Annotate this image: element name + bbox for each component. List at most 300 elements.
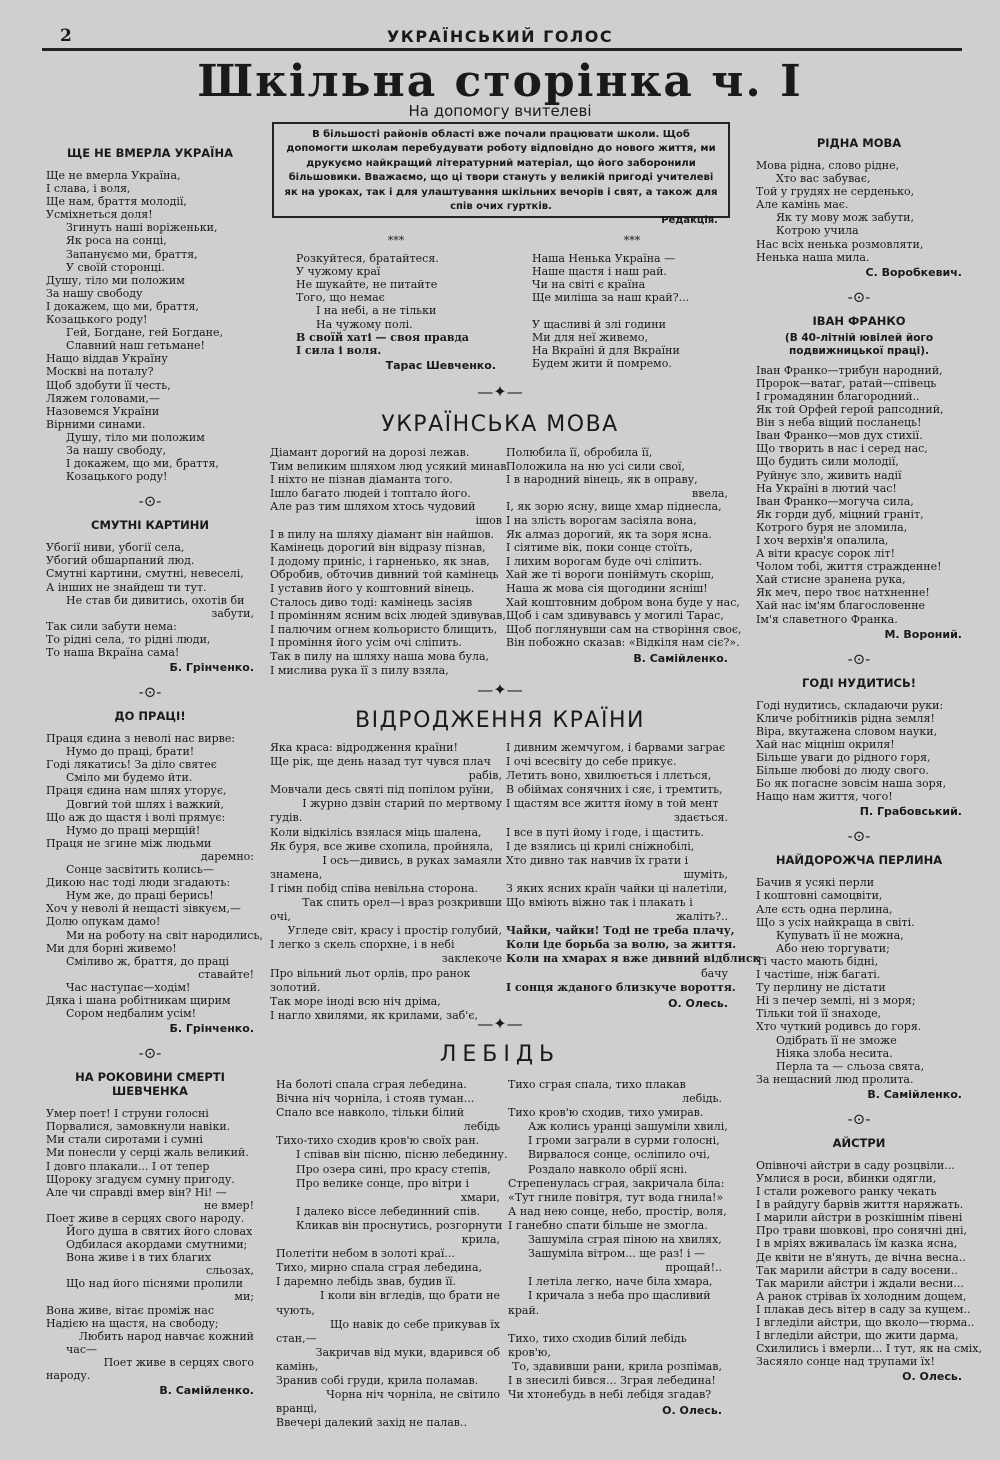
poem-line: Нум же, до праці берись! — [66, 889, 214, 903]
poem-body — [270, 446, 507, 677]
poem-line: І промінням ясним всіх людей здивував, — [270, 609, 506, 623]
poem-line: Смутні картини, смутні, невеселі, — [46, 567, 244, 581]
poem-line: То, здавивши рани, крила розпімав, — [512, 1359, 722, 1373]
poem-line: золотий. — [270, 980, 321, 994]
poem-line: Закричав від муки, вдарився об — [315, 1345, 500, 1359]
poem-line: Так марили айстри в саду восени.. — [756, 1263, 958, 1277]
poem-line: Так спить орел—і враз розкривши — [302, 896, 502, 910]
poem-line: Зранив собі груди, крила поламав. — [276, 1373, 479, 1387]
poem-line: Так марили айстри і ждали весни... — [756, 1276, 964, 1290]
poem-line: І докажем, що ми, браття, — [46, 299, 199, 313]
poem-line: Іван Франко—мов дух стихії. — [756, 429, 923, 443]
poem-line: Хай коштовним добром вона буде у нас, — [506, 595, 740, 609]
poem-line: Нащо віддав Україну — [46, 352, 168, 366]
ornament: -⊙- — [138, 492, 162, 511]
poem-line: забути, — [211, 606, 254, 620]
poem-line: даремно: — [200, 849, 254, 863]
poem-line: І летіла легко, наче біла хмара, — [528, 1275, 713, 1289]
poem-title: НАЙДОРОЖЧА ПЕРЛИНА — [775, 853, 943, 868]
poem-line: І в знесилі бився... Зграя лебедина! — [508, 1373, 716, 1387]
poem-body — [46, 1107, 254, 1382]
poem-line: Годі лякатись! За діло святеє — [46, 758, 217, 772]
poem-line: У чужому краї — [296, 265, 381, 279]
poem-line: Сталось диво тоді: камінець засіяв — [270, 595, 473, 609]
poem-line: Опівночі айстри в саду розцвіли... — [756, 1158, 955, 1172]
poem-line: А інших не знайдеш ти тут. — [46, 580, 207, 594]
poem-line: ставайте! — [198, 967, 254, 981]
poem-line: лебідь — [463, 1120, 500, 1134]
poem-line: Угледе світ, красу і простір голубий, — [287, 924, 502, 938]
poem-line: Що будить сили молодії, — [756, 455, 899, 469]
poem-line: І кричала з неба про щасливий — [528, 1289, 711, 1303]
poem-line: Любить народ навчає кожний — [78, 1329, 254, 1343]
page-subtitle: На допомогу вчителеві — [408, 102, 592, 120]
poem-line: Більше уваги до рідного горя, — [756, 751, 931, 764]
poem-line: Той у грудях не серденько, — [756, 185, 915, 199]
poem-line: І легко з скель спорхне, і в небі — [270, 938, 455, 952]
poem-author: С. Воробкевич. — [865, 265, 962, 279]
poem-line: заклекоче — [441, 952, 502, 966]
poem-line: Москві на поталу? — [46, 365, 154, 379]
poem-line: Надією на щастя, на свободу; — [46, 1316, 219, 1330]
poem-line: Коли на хмарах я вже дивний відблиск — [506, 952, 761, 966]
poem-line: Усміхнеться доля! — [46, 208, 153, 222]
poem-line: І очі всесвіту до себе прикує. — [506, 755, 677, 769]
poem-line: За нещасний люд пролита. — [756, 1072, 914, 1086]
poem-body — [296, 252, 496, 357]
poem-line: І сила і воля. — [296, 343, 382, 357]
poem-line: жаліть?.. — [675, 910, 728, 924]
poem-line: І марили айстри в розкішнім півені — [756, 1211, 963, 1225]
poem-line: Про трави шовкові, про сонячні дні, — [756, 1224, 967, 1238]
poem-line: А віти красує сорок літ! — [756, 547, 896, 561]
poem-line: шуміть, — [683, 867, 728, 881]
poem-line — [532, 304, 732, 317]
poem-line: Тихо, мирно спала сграя лебедина, — [276, 1261, 483, 1275]
poem-line: Нумо до праці мерщій! — [66, 823, 201, 837]
poem-title: ІВАН ФРАНКО — [812, 313, 906, 328]
poem-title: НА РОКОВИНИ СМЕРТІ ШЕВЧЕНКА — [75, 1070, 225, 1099]
poem-line: Але єсть одна перлина, — [756, 902, 893, 916]
poem-line: На чужому полі. — [316, 317, 413, 331]
poem-line: Тихо, тихо сходив білий лебідь — [508, 1331, 687, 1345]
poem-line: Так сили забути нема: — [46, 619, 177, 633]
newspaper-name: УКРАЇНСЬКИЙ ГОЛОС — [386, 27, 614, 46]
poem-title: СМУТНІ КАРТИНИ — [91, 518, 209, 533]
poem-line: Поет живе в серцях свого — [103, 1355, 254, 1369]
poem-line: Козацького роду! — [66, 470, 168, 484]
poem-author: В. Самійленко. — [159, 1384, 254, 1398]
poem-line: Як той Орфей герой рапсодний, — [756, 403, 944, 417]
poem-line: Чолом тобі, життя стражденне! — [756, 560, 942, 574]
poem-line: І на небі, а не тільки — [316, 304, 437, 318]
poem-author: О. Олесь. — [902, 1370, 962, 1384]
poem-line: Пророк—ватаг, ратай—співець — [756, 376, 937, 390]
poem-line: Бо як погасне зовсім наша зоря, — [756, 777, 947, 791]
poem-line: Славний наш гетьмане! — [66, 339, 205, 353]
poem-line: І громи заграли в сурми голосні, — [528, 1134, 720, 1148]
ornament: -⊙- — [847, 649, 871, 668]
poem-line: Ті часто мають бідні, — [756, 954, 879, 968]
poem-line: Ввечері далекий захід не палав.. — [276, 1416, 467, 1430]
poem-line: Ми понесли у серці жаль великий. — [46, 1146, 249, 1160]
poem-line: Але чи справді вмер він? Ні! — — [46, 1185, 227, 1199]
poem-line: Довгий той шлях і важкий, — [66, 797, 224, 811]
poem-line: рабів, — [468, 769, 502, 783]
poem-line: камінь, — [276, 1359, 319, 1373]
poem-line: Сонце засвітить колись— — [66, 863, 214, 877]
poem-line: Нащо нам життя, чого! — [756, 790, 893, 804]
poem-line: І в райдугу барвів життя наряжать. — [756, 1198, 964, 1212]
poem-line: Ні з печер землі, ні з моря; — [756, 994, 916, 1008]
poem-line: ішов — [475, 513, 502, 527]
poem-line: І докажем, що ми, браття, — [66, 457, 219, 471]
poem-line: Іван Франко—могуча сила, — [756, 494, 914, 508]
section-title: ВІДРОДЖЕННЯ КРАЇНИ — [355, 708, 645, 733]
poem-line: Кликав він проснутись, розгорнути — [296, 1218, 503, 1232]
header-rule — [42, 48, 962, 51]
poem-line: Полетіти небом в золоті краї... — [276, 1247, 455, 1261]
poem-title: ДО ПРАЦІ! — [114, 709, 186, 724]
poem-body — [506, 741, 761, 995]
poem-body — [506, 446, 742, 650]
poem-line: І в пилу на шляху діамант він найшов. — [270, 527, 495, 541]
poem-line: Чи на світі є країна — [532, 278, 646, 292]
poem-line: Ще не вмерла Україна, — [46, 169, 181, 182]
poem-line: Так море іноді всю ніч дріма, — [270, 994, 441, 1008]
poem-line: І щастям все життя йому в той мент — [506, 797, 719, 811]
ornament: -⊙- — [138, 683, 162, 702]
notice-signature: Редакція. — [661, 215, 718, 227]
poem-line: Що навік до себе прикував їх — [329, 1317, 500, 1331]
poem-line: Але камінь має. — [756, 198, 849, 212]
poem-line: На Вкраїні й для Вкраїни — [532, 343, 680, 357]
poem-author: М. Вороний. — [884, 627, 962, 641]
poem-title: ГОДІ НУДИТИСЬ! — [802, 675, 916, 690]
poem-line: І стали рожевого ранку чекать — [756, 1185, 937, 1199]
poem-line: Вона живе, вітає проміж нас — [46, 1303, 214, 1317]
poem-line: Наше щастя і наш рай. — [532, 265, 667, 279]
poem-body — [46, 541, 254, 659]
poem-line: Вона живе і в тих благих — [66, 1251, 212, 1265]
poem-line: Ніяка злоба несита. — [776, 1046, 893, 1060]
center-left-poem — [296, 234, 496, 384]
poem-line: Умлися в роси, вбинки одягли, — [756, 1171, 937, 1185]
lebid-right — [508, 1078, 728, 1438]
poem-line: І проміння його усім очі сліпить. — [270, 636, 462, 650]
poem-line: Нас всіх ненька розмовляти, — [756, 237, 924, 251]
poem-author: Тарас Шевченко. — [385, 358, 496, 372]
poem-line: Хай стисне зранена рука, — [756, 573, 906, 587]
poem-line: сльозах, — [205, 1264, 254, 1278]
poem-line: Положила на ню усі сили свої, — [506, 459, 686, 473]
poem-line: Про велике сонце, про вітри і — [296, 1176, 470, 1190]
poem-line: Зашуміла сграя піною на хвилях, — [528, 1233, 722, 1247]
mova-right — [506, 446, 742, 682]
poem-line: І уставив його у коштовний вінець. — [270, 581, 475, 595]
poem-title: РІДНА МОВА — [816, 136, 902, 150]
poem-line: Іван Франко—трибун народний, — [756, 363, 943, 377]
poem-line: Полюбила її, обробила її, — [506, 446, 653, 459]
poem-line: Ішло багато людей і топтало його. — [270, 486, 471, 500]
poem-line: Час наступає—ходім! — [66, 980, 191, 994]
poem-line: Що з усіх найкраща в світі. — [756, 915, 915, 929]
poem-line: Про вільний льот орлів, про ранок — [270, 966, 471, 980]
poem-line: І громадянин благородний.. — [756, 389, 920, 403]
poem-line: чують, — [276, 1303, 315, 1317]
poem-line: Роздало навколо обрії ясні. — [528, 1162, 688, 1176]
poem-line: Зашуміла вітром... ще раз! і — — [528, 1247, 705, 1261]
poem-body — [508, 1078, 728, 1402]
page-title: Шкільна сторінка ч. I — [197, 56, 803, 107]
poem-line: Сором недбалим усім! — [66, 1007, 197, 1021]
poem-line: Що творить в нас і серед нас, — [756, 442, 928, 456]
poem-line: ми; — [234, 1290, 254, 1304]
poem-line — [508, 1318, 722, 1332]
poem-line: Ми на роботу на світ народились, — [66, 928, 263, 942]
poem-line: Дяка і шана робітникам щирим — [46, 993, 231, 1007]
poem-line: Хай нас міцніш окриля! — [756, 737, 895, 751]
poem-line: Козацького роду! — [46, 313, 148, 327]
poem-line: Щоб поглянувши сам на створіння своє, — [506, 622, 742, 636]
poem-line: Праця не згине між людьми — [46, 836, 212, 850]
poem-line: Гей, Богдане, гей Богдане, — [66, 326, 223, 340]
ornament: —✦— — [477, 382, 523, 401]
poem-line: Або нею торгувати; — [776, 941, 890, 955]
vidr-right — [506, 741, 761, 1016]
poem-line: На болоті спала сграя лебедина. — [276, 1078, 467, 1091]
right-column — [756, 130, 982, 1435]
poem-line: кров'ю, — [508, 1345, 551, 1359]
poem-line: Він побожно сказав: «Відкіля нам сіє?». — [506, 636, 740, 650]
poem-line: Того, що немає — [296, 291, 385, 305]
poem-line: Годі нудитись, складаючи руки: — [756, 698, 944, 712]
poem-line: І в мріях вживалась їм казка ясна, — [756, 1237, 958, 1251]
poem-line: І гімн побід співа невільна сторона. — [270, 881, 478, 895]
poem-line: гудів. — [270, 811, 303, 825]
poem-title: АЙСТРИ — [832, 1135, 886, 1150]
poem-line: І коли він вгледів, що брати не — [320, 1289, 500, 1303]
poem-line: очі, — [270, 910, 291, 924]
mova-left — [270, 446, 507, 682]
poem-author: В. Самійленко. — [633, 651, 728, 665]
poem-line: І журно дзвін старий по мертвому — [302, 797, 502, 811]
poem-line: Убогії ниви, убогії села, — [46, 541, 185, 555]
poem-line: І на злість ворогам засіяла вона, — [506, 513, 697, 527]
poem-body — [756, 364, 962, 626]
poem-line: Ненька наша мила. — [756, 250, 870, 264]
poem-line: Ім'я славетного Франка. — [756, 612, 898, 626]
poem-line: Як алмаз дорогий, як та зоря ясна. — [506, 527, 712, 541]
poem-line: І співав він пісню, пісню лебединну. — [296, 1148, 508, 1162]
poem-line: І частіше, ніж багаті. — [756, 968, 881, 982]
poem-line: Поет живе в серцях свого народу. — [46, 1211, 245, 1225]
ornament: -⊙- — [847, 1109, 871, 1128]
poem-line: Де квіти не в'януть, де вічна весна.. — [756, 1250, 966, 1264]
poem-line: прощай!.. — [665, 1261, 722, 1275]
poem-line: І нагло хвилями, як крилами, заб'є, — [270, 1008, 478, 1022]
poem-line: Ще нам, браття молодії, — [46, 195, 187, 209]
poem-line: Діамант дорогий на дорозі лежав. — [270, 446, 470, 459]
poem-line: Ляжем головами,— — [46, 391, 160, 405]
poem-line: В обіймах сонячних і сяє, і тремтить, — [506, 783, 723, 797]
poem-line: Схилились і вмерли... І тут, як на сміх, — [756, 1342, 982, 1356]
poem-line: Згинуть наші воріженьки, — [66, 221, 218, 235]
ornament: -⊙- — [847, 827, 871, 846]
poem-subtitle: (В 40-літній ювілей його подвижницької праці). — [784, 331, 934, 357]
poem-line: І довго плакали... І от тепер — [46, 1159, 210, 1173]
poem-line: Ще миліша за наш край?... — [532, 291, 690, 305]
notice-text: В більшості районів області вже почали працювати школи. Щоб допомогти школам перебудувати роботу відповідно до нового життя, ми друкуємо найкращий літературний матеріал, що його заборонили більшовики. Вважаємо, що ці твори стануть у великій пригоді учителеві як на уроках, так і для улаштування шкільних вечорів і свят, а також для спів очих гуртків. — [284, 129, 718, 213]
poem-line: Убогий обшарпаний люд. — [46, 554, 195, 568]
poem-line: На Україні в лютий час! — [756, 481, 897, 495]
poem-line: народу. — [46, 1369, 91, 1383]
poem-line: Одбилася акордами смутними; — [66, 1238, 248, 1252]
poem-line: І далеко віссе лебединний спів. — [296, 1204, 480, 1218]
asterisks: *** — [623, 234, 641, 247]
poem-line: Аж колись уранці зашуміли хвилі, — [528, 1120, 728, 1134]
poem-line: Стрепенулась сграя, закричала біла: — [508, 1176, 725, 1190]
poem-body — [532, 252, 732, 370]
poem-body — [46, 732, 263, 1021]
poem-line: Хай нас ім'ям благословенне — [756, 599, 926, 613]
poem-line: І лихим ворогам буде очі сліпить. — [506, 554, 703, 568]
poem-line: хмари, — [460, 1190, 500, 1204]
poem-line: Чорна ніч чорніла, не світило — [326, 1388, 500, 1402]
poem-line: Хай же ті вороги поніймуть скоріш, — [506, 568, 715, 582]
poem-line: Щоб здобути її честь, — [46, 378, 171, 392]
poem-line: Вірними синами. — [46, 417, 146, 431]
poem-line: Долю опукам дамо! — [46, 915, 161, 929]
poem-body — [756, 159, 962, 264]
poem-line: Коли іде борьба за волю, за життя. — [506, 938, 737, 952]
poem-line: Запануємо ми, браття, — [66, 247, 198, 261]
poem-line: Щоб і сам здивувавсь у могилі Тарас, — [506, 609, 724, 623]
poem-line: Душу, тіло ми положим — [46, 273, 185, 287]
poem-line: Він з неба віщий посланець! — [756, 416, 922, 430]
ornament: -⊙- — [847, 287, 871, 306]
poem-line: Яка краса: відродження країни! — [270, 741, 458, 754]
poem-line: Праця єдина нам шлях уторує, — [46, 784, 227, 798]
editorial-notice — [272, 122, 730, 227]
poem-line: Тихо сграя спала, тихо плакав — [508, 1078, 686, 1091]
poem-line: І плакав десь вітер в саду за кущем.. — [756, 1302, 971, 1316]
poem-line: Щороку згадуєм сумну пригоду. — [46, 1172, 235, 1186]
poem-line: Ту перлину не дістати — [756, 981, 886, 995]
poem-body — [276, 1078, 508, 1430]
poem-line: лебідь. — [682, 1092, 722, 1106]
poem-line: Що над його піснями пролили — [66, 1277, 243, 1291]
poem-body — [46, 169, 254, 483]
poem-line: Вирвалося сонце, осліпило очі, — [528, 1148, 711, 1162]
poem-line: час— — [66, 1342, 97, 1356]
poem-line: За нашу свободу — [46, 286, 143, 300]
section-title: ЛЕБІДЬ — [439, 1042, 561, 1067]
vidr-left — [270, 741, 502, 1022]
poem-body — [756, 876, 962, 1086]
poem-line: Дикою нас тоді люди згадають: — [46, 876, 231, 890]
poem-line: Віра, вкутажена словом науки, — [756, 724, 938, 738]
poem-line: Летить воно, хвилюється і ллється, — [506, 769, 712, 783]
center-right-poem — [532, 234, 732, 384]
poem-line: Кличе робітників рідна земля! — [756, 711, 935, 725]
poem-line: Праця єдина з неволі нас вирве: — [46, 732, 236, 746]
poem-line: І ганебно спати більше не змогла. — [508, 1218, 708, 1232]
poem-line: Про озера сині, про красу степів, — [296, 1162, 491, 1176]
poem-line: Обробив, обточив дивний той камінець — [270, 568, 499, 582]
poem-line: Тихо-тихо сходив кров'ю своїх ран. — [276, 1134, 480, 1148]
poem-line: вранці, — [276, 1402, 318, 1416]
poem-line: Ще рік, ще день назад тут чувся плач — [270, 755, 491, 769]
poem-line: Камінець дорогий він відразу пізнав, — [270, 541, 486, 555]
page-number: 2 — [60, 26, 72, 46]
poem-line: Порвалися, замовкнули навіки. — [46, 1120, 231, 1134]
poem-line: Бачив я усякі перли — [756, 876, 875, 890]
poem-line: І коштовні самоцвіти, — [756, 889, 883, 903]
poem-author: Б. Грінченко. — [169, 661, 254, 675]
poem-author: О. Олесь. — [668, 996, 728, 1010]
poem-author: П. Грабовський. — [859, 805, 962, 819]
poem-line: І ніхто не пізнав діаманта того. — [270, 473, 453, 487]
poem-line: здається. — [673, 811, 728, 825]
poem-author: Б. Грінченко. — [169, 1022, 254, 1036]
poem-line: Що вміють віжно так і плакать і — [506, 896, 693, 910]
poem-line: І, як зорю ясну, вище хмар піднесла, — [506, 500, 722, 514]
poem-body — [756, 1158, 982, 1369]
poem-line: Ми стали сиротами і сумні — [46, 1133, 203, 1147]
poem-line: стан,— — [276, 1331, 317, 1345]
poem-line: То рідні села, то рідні люди, — [46, 632, 211, 646]
poem-line: І де взялись ці крилі сніжнобілі, — [506, 839, 695, 853]
poem-line: Більше любові до люду свого. — [756, 764, 929, 778]
poem-line: Але раз тим шляхом хтось чудовий — [270, 500, 476, 514]
poem-line: В своїй хаті — своя правда — [296, 330, 469, 344]
poem-line: Коли відкілісь взялася міць шалена, — [270, 825, 482, 839]
poem-line: бачу — [701, 966, 728, 980]
poem-line: Як меч, перо твоє натхненне! — [756, 586, 930, 600]
poem-line: Назовемся України — [46, 404, 160, 418]
ornament: -⊙- — [138, 1044, 162, 1063]
poem-line: Не став би дивитись, охотів би — [66, 593, 245, 607]
ornament: —✦— — [477, 1014, 523, 1033]
poem-line: Його душа в святих його словах — [66, 1225, 253, 1238]
lebid-left — [276, 1078, 508, 1438]
poem-body — [756, 699, 962, 804]
poem-title: ЩЕ НЕ ВМЕРЛА УКРАЇНА — [67, 146, 233, 160]
poem-line: Спало все навколо, тільки білий — [276, 1106, 465, 1120]
poem-author: В. Самійленко. — [867, 1087, 962, 1101]
poem-line: Сміливо ж, браття, до праці — [66, 954, 229, 968]
poem-line: І в народний вінець, як в оправу, — [506, 473, 698, 487]
poem-line: Що аж до щастя і волі прямує: — [46, 810, 226, 824]
poem-line: І сонця жданого близкуче вороття. — [506, 980, 736, 994]
poem-line: І ось—дивись, в руках замаяли — [322, 853, 502, 867]
poem-line: Розкуйтеся, братайтеся. — [296, 252, 439, 266]
poem-line: «Тут гниле повітря, тут вода гнила!» — [508, 1190, 724, 1204]
poem-line: І слава, і воля, — [46, 182, 131, 196]
poem-line: Як роса на сонці, — [66, 234, 167, 248]
poem-line: З яких ясних країн чайки ці налетіли, — [506, 881, 728, 895]
poem-line: За нашу свободу, — [66, 443, 166, 457]
poem-line: Котрого буря не зломила, — [756, 520, 908, 534]
poem-line: Нумо до праці, брати! — [66, 745, 195, 759]
poem-line: Будем жити й помремо. — [532, 356, 672, 370]
poem-line: крила, — [461, 1233, 500, 1247]
poem-line: Чайки, чайки! Тоді не треба плачу, — [506, 924, 735, 938]
poem-line: Хто дивно так навчив їх грати і — [506, 853, 689, 867]
poem-line: Купувать її не можна, — [776, 928, 904, 942]
poem-line: Як буря, все живе схопила, пройняла, — [270, 839, 494, 853]
